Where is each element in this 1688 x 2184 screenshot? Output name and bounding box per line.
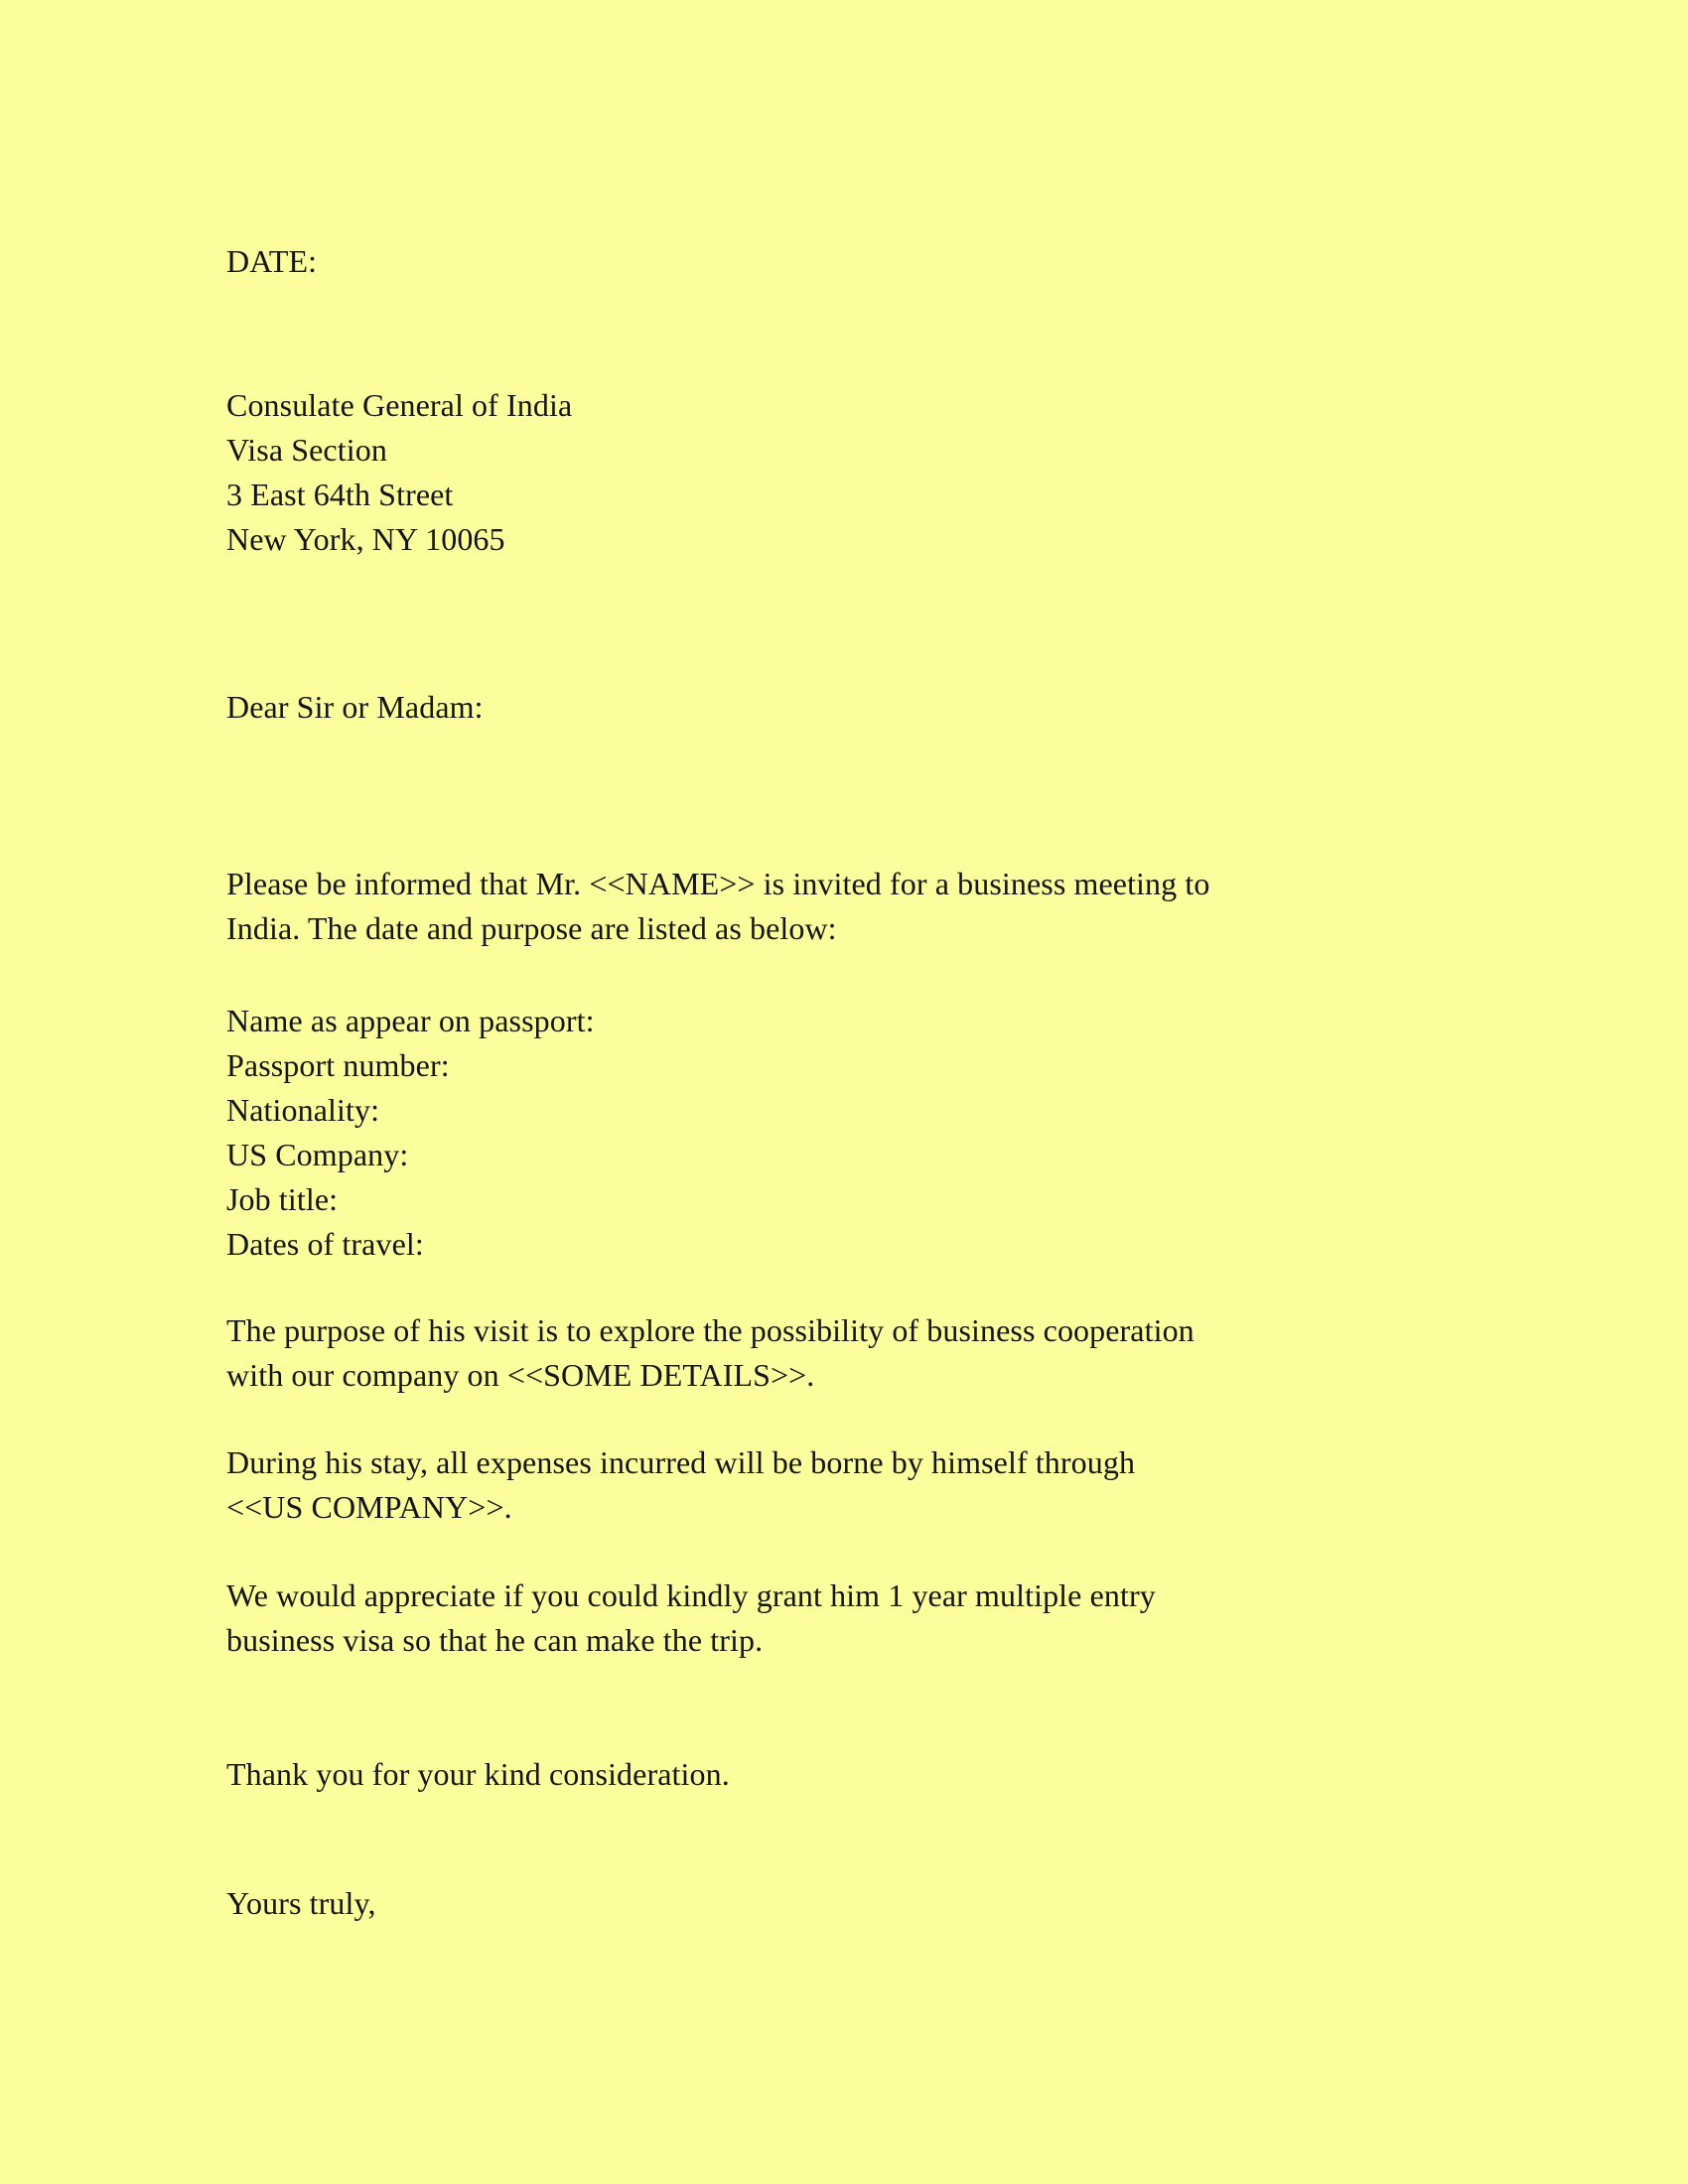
field-passport-number: Passport number: <box>226 1047 450 1083</box>
purpose-line: The purpose of his visit is to explore the possibility of business cooperation <box>226 1312 1195 1348</box>
intro-paragraph <box>226 862 1455 951</box>
closing-text: Yours truly, <box>226 1885 376 1921</box>
field-nationality: Nationality: <box>226 1092 380 1128</box>
expenses-line: <<US COMPANY>>. <box>226 1489 512 1525</box>
recipient-name: Consulate General of India <box>226 387 573 423</box>
purpose-line: with our company on <<SOME DETAILS>>. <box>226 1357 815 1393</box>
request-line: We would appreciate if you could kindly grant him 1 year multiple entry <box>226 1577 1156 1613</box>
thanks-paragraph <box>226 1752 1455 1797</box>
date-line <box>226 0 1455 284</box>
recipient-street: 3 East 64th Street <box>226 477 454 512</box>
request-line: business visa so that he can make the trip. <box>226 1622 764 1658</box>
recipient-department: Visa Section <box>226 432 387 468</box>
expenses-paragraph <box>226 1440 1455 1530</box>
closing-line <box>226 1881 1455 1926</box>
visa-request-paragraph <box>226 1573 1455 1663</box>
date-label: DATE: <box>226 243 318 279</box>
salutation <box>226 685 1455 730</box>
salutation-text: Dear Sir or Madam: <box>226 689 484 725</box>
thanks-text: Thank you for your kind consideration. <box>226 1756 730 1792</box>
intro-line: India. The date and purpose are listed as below: <box>226 910 837 946</box>
applicant-fields-list <box>226 999 1455 1267</box>
field-dates-of-travel: Dates of travel: <box>226 1226 424 1262</box>
field-job-title: Job title: <box>226 1181 339 1217</box>
expenses-line: During his stay, all expenses incurred will be borne by himself through <box>226 1444 1136 1480</box>
recipient-city: New York, NY 10065 <box>226 521 505 557</box>
purpose-paragraph <box>226 1308 1455 1398</box>
field-passport-name: Name as appear on passport: <box>226 1003 595 1038</box>
recipient-address <box>226 383 1455 562</box>
field-us-company: US Company: <box>226 1137 409 1172</box>
intro-line: Please be informed that Mr. <<NAME>> is invited for a business meeting to <box>226 866 1210 901</box>
